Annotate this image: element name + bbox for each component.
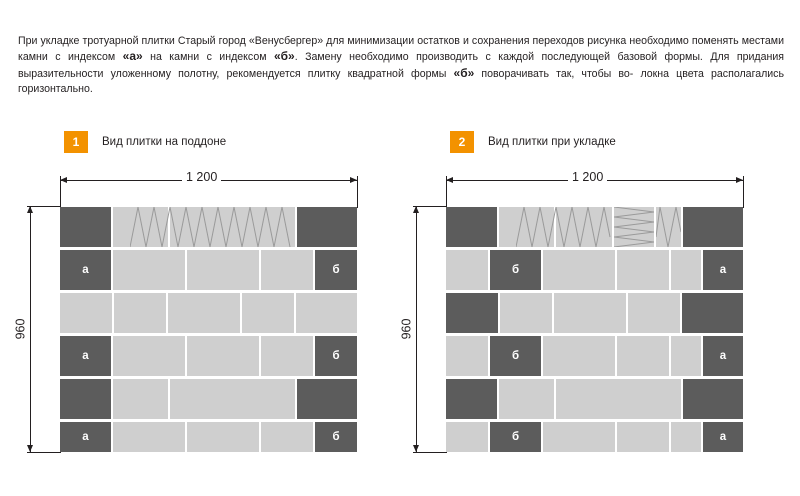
width-arrow-left-2 bbox=[446, 177, 453, 183]
tile bbox=[543, 336, 615, 376]
tile bbox=[296, 293, 357, 333]
tile bbox=[543, 422, 615, 452]
panel-2-number: 2 bbox=[450, 131, 474, 153]
tile-label-b: б bbox=[490, 250, 541, 290]
tile bbox=[187, 422, 259, 452]
intro-line-4: локна цвета располагались горизонтально. bbox=[18, 67, 785, 95]
intro-line-3-post: поворачивать так, чтобы во- bbox=[474, 67, 634, 80]
tile bbox=[60, 379, 111, 419]
tile-label-a: а bbox=[703, 336, 743, 376]
tile bbox=[261, 336, 313, 376]
tile bbox=[671, 422, 701, 452]
height-arrow-down-2 bbox=[413, 445, 419, 452]
width-extension-right-2 bbox=[743, 176, 744, 208]
panel-1-caption: Вид плитки на поддоне bbox=[102, 136, 227, 148]
tile bbox=[671, 250, 701, 290]
tile-rotated bbox=[614, 207, 654, 247]
tile bbox=[556, 379, 681, 419]
height-label-1: 960 bbox=[13, 315, 27, 344]
height-extension-bottom-1 bbox=[27, 452, 61, 453]
tile bbox=[543, 250, 615, 290]
tile-label-b: б bbox=[315, 250, 357, 290]
height-label-2: 960 bbox=[399, 315, 413, 344]
tile bbox=[170, 379, 295, 419]
tile-label-a: а bbox=[703, 422, 743, 452]
tile bbox=[617, 422, 669, 452]
tile bbox=[261, 250, 313, 290]
intro-line-2-pre: поменять местами камни с индексом bbox=[18, 35, 784, 64]
intro-line-1: При укладке тротуарной плитки Старый город «Венусбергер» для минимизации остатков и сохранения переходов рисунка необходимо bbox=[18, 35, 689, 47]
tile bbox=[187, 336, 259, 376]
tile bbox=[499, 207, 554, 247]
height-arrow-up-1 bbox=[27, 206, 33, 213]
tile-label-b: б bbox=[315, 336, 357, 376]
tile-label-b: б bbox=[490, 336, 541, 376]
tile bbox=[628, 293, 680, 333]
index-b-bold-1: «б» bbox=[273, 49, 295, 64]
tile-label-b: б bbox=[490, 422, 541, 452]
diagram-laying-view bbox=[386, 0, 800, 496]
tile bbox=[446, 422, 488, 452]
tile bbox=[114, 293, 166, 333]
tile bbox=[656, 207, 681, 247]
tile bbox=[617, 336, 669, 376]
tile bbox=[682, 293, 743, 333]
tile bbox=[683, 207, 743, 247]
tile bbox=[554, 293, 626, 333]
tile bbox=[113, 250, 185, 290]
tile bbox=[297, 379, 357, 419]
panel-2-caption: Вид плитки при укладке bbox=[488, 136, 616, 148]
height-arrow-down-1 bbox=[27, 445, 33, 452]
tile bbox=[297, 207, 357, 247]
height-extension-bottom-2 bbox=[413, 452, 447, 453]
tile bbox=[446, 379, 497, 419]
intro-line-3: формы. Для придания выразительности уложенному полотну, рекомендуется плитку квадратной формы bbox=[18, 51, 784, 80]
height-extension-top-1 bbox=[27, 206, 61, 207]
tile-label-b: б bbox=[315, 422, 357, 452]
tile bbox=[170, 207, 295, 247]
tile bbox=[113, 207, 168, 247]
tile bbox=[556, 207, 612, 247]
width-label-1: 1 200 bbox=[182, 170, 221, 184]
tile bbox=[617, 250, 669, 290]
height-extension-top-2 bbox=[413, 206, 447, 207]
tile bbox=[242, 293, 294, 333]
tile-label-a: а bbox=[60, 336, 111, 376]
tile bbox=[60, 207, 111, 247]
width-arrow-right-2 bbox=[736, 177, 743, 183]
tile bbox=[446, 207, 497, 247]
index-a-bold-1: «а» bbox=[122, 49, 143, 64]
intro-line-2-post: . Замену необходимо производить с каждой последующей базовой bbox=[294, 51, 658, 64]
tile bbox=[168, 293, 240, 333]
width-extension-left-2 bbox=[446, 176, 447, 208]
tile bbox=[113, 336, 185, 376]
tile bbox=[113, 379, 168, 419]
tile bbox=[187, 250, 259, 290]
index-b-bold-2: «б» bbox=[453, 65, 475, 80]
height-dimension-line-2 bbox=[416, 206, 417, 452]
panel-1-number: 1 bbox=[64, 131, 88, 153]
tile bbox=[500, 293, 552, 333]
tile bbox=[446, 336, 488, 376]
width-arrow-right-1 bbox=[350, 177, 357, 183]
tile bbox=[671, 336, 701, 376]
tile bbox=[683, 379, 743, 419]
tile-label-a: а bbox=[703, 250, 743, 290]
tile bbox=[60, 293, 112, 333]
intro-line-2-mid: на камни с индексом bbox=[142, 51, 274, 64]
width-arrow-left-1 bbox=[60, 177, 67, 183]
tile bbox=[113, 422, 185, 452]
width-extension-left-1 bbox=[60, 176, 61, 208]
tile-label-a: а bbox=[60, 250, 111, 290]
width-extension-right-1 bbox=[357, 176, 358, 208]
tile bbox=[446, 293, 498, 333]
width-label-2: 1 200 bbox=[568, 170, 607, 184]
tile-label-a: а bbox=[60, 422, 111, 452]
tile bbox=[499, 379, 554, 419]
height-dimension-line-1 bbox=[30, 206, 31, 452]
tile bbox=[261, 422, 313, 452]
height-arrow-up-2 bbox=[413, 206, 419, 213]
tile bbox=[446, 250, 488, 290]
